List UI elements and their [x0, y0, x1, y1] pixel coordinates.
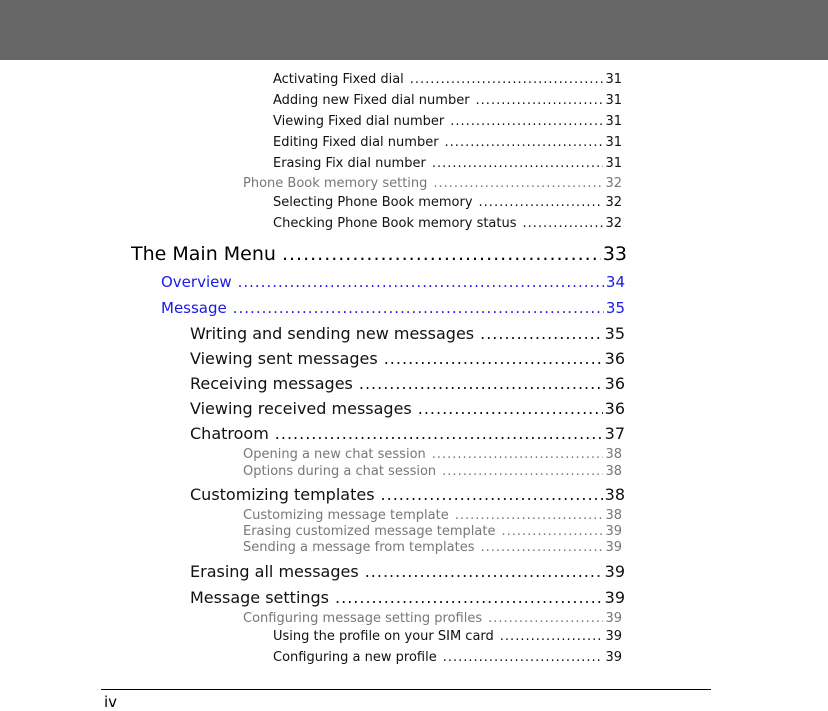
toc-entry-label: The Main Menu	[131, 243, 276, 265]
toc-entry-label: Chatroom	[190, 424, 269, 443]
toc-entry[interactable]	[243, 448, 622, 462]
dot-leader	[445, 135, 604, 150]
dot-leader	[480, 324, 603, 343]
dot-leader	[476, 93, 604, 108]
toc-entry-page: 31	[605, 114, 622, 129]
dot-leader	[410, 72, 604, 87]
toc-entry-page: 39	[604, 588, 625, 607]
toc-entry-label: Customizing templates	[190, 485, 375, 504]
toc-entry[interactable]	[273, 72, 622, 87]
toc-entry-page: 38	[604, 485, 625, 504]
toc-entry-page: 39	[605, 525, 622, 539]
toc-entry[interactable]	[190, 485, 625, 504]
toc-entry[interactable]	[190, 349, 625, 368]
toc-entry-page: 36	[604, 399, 625, 418]
toc-entry-label: Viewing Fixed dial number	[273, 114, 445, 129]
toc-entry[interactable]	[243, 541, 622, 555]
toc-entry-page: 39	[605, 650, 622, 665]
toc-entry-label: Erasing customized message template	[243, 525, 496, 539]
toc-entry[interactable]	[243, 465, 622, 479]
dot-leader	[479, 195, 604, 210]
toc-entry[interactable]	[190, 562, 625, 581]
toc-entry-page: 32	[605, 216, 622, 231]
dot-leader	[501, 525, 603, 539]
dot-leader	[275, 424, 603, 443]
toc-section[interactable]	[161, 299, 625, 317]
toc-entry-label: Viewing received messages	[190, 399, 412, 418]
toc-entry-page: 36	[604, 349, 625, 368]
toc-entry[interactable]	[243, 611, 622, 626]
page-number: iv	[104, 693, 118, 711]
toc-entry[interactable]	[190, 399, 625, 418]
toc-entry-page: 32	[605, 195, 622, 210]
dot-leader	[238, 273, 604, 291]
toc-entry-label: Activating Fixed dial	[273, 72, 404, 87]
toc-entry-label: Adding new Fixed dial number	[273, 93, 470, 108]
toc-entry-page: 39	[605, 541, 622, 555]
toc-entry-page: 35	[604, 324, 625, 343]
toc-entry[interactable]	[190, 374, 625, 393]
toc-entry-page: 35	[605, 299, 625, 317]
toc-entry-page: 31	[605, 93, 622, 108]
toc-entry[interactable]	[273, 93, 622, 108]
dot-leader	[418, 399, 603, 418]
dot-leader	[523, 216, 604, 231]
toc-entry[interactable]	[243, 176, 622, 191]
dot-leader	[443, 650, 604, 665]
dot-leader	[381, 485, 603, 504]
dot-leader	[384, 349, 603, 368]
dot-leader	[233, 299, 604, 317]
toc-entry[interactable]	[273, 156, 622, 171]
toc-entry-page: 34	[605, 273, 625, 291]
dot-leader	[442, 465, 603, 479]
dot-leader	[335, 588, 603, 607]
toc-entry-label: Erasing all messages	[190, 562, 359, 581]
toc-entry-label: Message settings	[190, 588, 330, 607]
toc-entry-page: 39	[605, 629, 622, 644]
dot-leader	[480, 541, 603, 555]
toc-entry-page: 36	[604, 374, 625, 393]
toc-entry-page: 32	[605, 176, 622, 191]
dot-leader	[432, 448, 604, 462]
toc-entry[interactable]	[190, 588, 625, 607]
toc-entry[interactable]	[273, 114, 622, 129]
toc-entry-label: Configuring message setting profiles	[243, 611, 483, 626]
toc-entry-label: Opening a new chat session	[243, 448, 426, 462]
toc-entry-label: Viewing sent messages	[190, 349, 378, 368]
toc-entry-label: Erasing Fix dial number	[273, 156, 426, 171]
header-band	[0, 0, 828, 60]
toc-entry[interactable]	[273, 216, 622, 231]
toc-entry-page: 39	[605, 611, 622, 626]
toc-entry-label: Receiving messages	[190, 374, 353, 393]
toc-entry[interactable]	[273, 629, 622, 644]
toc-entry[interactable]	[273, 650, 622, 665]
footer-divider	[101, 689, 711, 690]
toc-entry-label: Using the profile on your SIM card	[273, 629, 494, 644]
toc-entry-label: Writing and sending new messages	[190, 324, 475, 343]
toc-entry-page: 31	[605, 72, 622, 87]
toc-entry-page: 37	[604, 424, 625, 443]
dot-leader	[455, 509, 604, 523]
toc-entry-label: Sending a message from templates	[243, 541, 475, 555]
dot-leader	[433, 176, 603, 191]
toc-entry-label: Selecting Phone Book memory	[273, 195, 473, 210]
dot-leader	[488, 611, 603, 626]
toc-section[interactable]	[161, 273, 625, 291]
toc-entry-page: 38	[605, 509, 622, 523]
toc-entry[interactable]	[190, 324, 625, 343]
toc-entry-page: 38	[605, 465, 622, 479]
dot-leader	[432, 156, 604, 171]
dot-leader	[500, 629, 604, 644]
toc-entry[interactable]	[273, 195, 622, 210]
toc-entry-page: 31	[605, 156, 622, 171]
toc-entry-page: 31	[605, 135, 622, 150]
toc-chapter[interactable]	[131, 243, 627, 265]
toc-entry-label: Editing Fixed dial number	[273, 135, 439, 150]
toc-entry-label: Checking Phone Book memory status	[273, 216, 517, 231]
toc-entry-label: Configuring a new profile	[273, 650, 437, 665]
toc-entry-label: Overview	[161, 273, 232, 291]
toc-entry-page: 33	[602, 243, 627, 265]
toc-entry[interactable]	[273, 135, 622, 150]
toc-entry-label: Options during a chat session	[243, 465, 437, 479]
toc-entry[interactable]	[190, 424, 625, 443]
toc-entry[interactable]	[243, 509, 622, 523]
dot-leader	[282, 243, 601, 265]
toc-entry-label: Customizing message template	[243, 509, 449, 523]
toc-entry-label: Phone Book memory setting	[243, 176, 428, 191]
toc-entry[interactable]	[243, 525, 622, 539]
toc-entry-page: 39	[604, 562, 625, 581]
dot-leader	[365, 562, 603, 581]
dot-leader	[450, 114, 603, 129]
toc-entry-page: 38	[605, 448, 622, 462]
dot-leader	[359, 374, 603, 393]
toc-entry-label: Message	[161, 299, 227, 317]
